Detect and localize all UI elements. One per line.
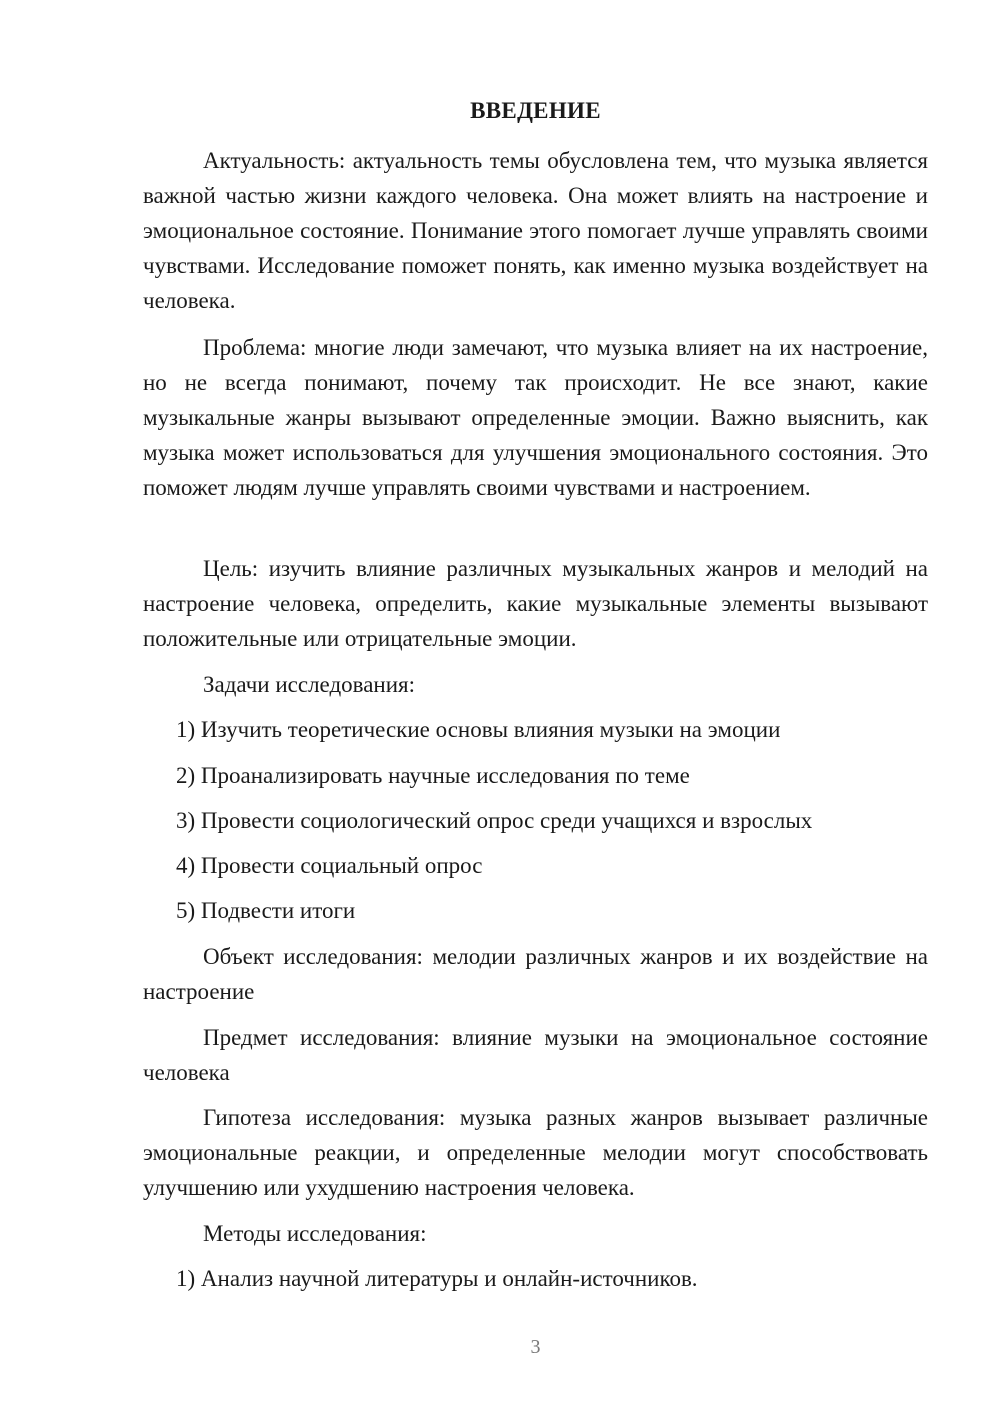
page-number: 3 <box>530 1336 541 1358</box>
problem-paragraph: Проблема: многие люди замечают, что музыка влияет на их настроение, но не всегда понимают, почему так происходит. Не все знают, какие музыкальные жанры вызывают определенные эмоции. Важно выяснить, как музыка может использоваться для улучшения эмоционального состояния. Это поможет людям лучше управлять своими чувствами и настроением. <box>143 335 928 500</box>
task-item: 1) Изучить теоретические основы влияния музыки на эмоции <box>176 717 781 742</box>
tasks-heading: Задачи исследования: <box>203 672 416 697</box>
task-item: 2) Проанализировать научные исследования по теме <box>176 763 690 788</box>
page-title: ВВЕДЕНИЕ <box>470 98 601 123</box>
task-item: 5) Подвести итоги <box>176 898 356 923</box>
method-item: 1) Анализ научной литературы и онлайн-источников. <box>176 1266 698 1291</box>
methods-heading: Методы исследования: <box>203 1221 427 1246</box>
relevance-paragraph: Актуальность: актуальность темы обусловлена тем, что музыка является важной частью жизни каждого человека. Она может влиять на настроение и эмоциональное состояние. Понимание этого помогает лучше управлять своими чувствами. Исследование поможет понять, как именно музыка воздействует на человека. <box>143 148 928 313</box>
task-item: 4) Провести социальный опрос <box>176 853 483 878</box>
task-item: 3) Провести социологический опрос среди учащихся и взрослых <box>176 808 813 833</box>
object-paragraph: Объект исследования: мелодии различных жанров и их воздействие на настроение <box>143 944 928 1004</box>
goal-paragraph: Цель: изучить влияние различных музыкальных жанров и мелодий на настроение человека, определить, какие музыкальные элементы вызывают положительные или отрицательные эмоции. <box>143 556 928 651</box>
hypothesis-paragraph: Гипотеза исследования: музыка разных жанров вызывает различные эмоциональные реакции, и определенные мелодии могут способствовать улучшению или ухудшению настроения человека. <box>143 1105 928 1200</box>
subject-paragraph: Предмет исследования: влияние музыки на эмоциональное состояние человека <box>143 1025 928 1085</box>
